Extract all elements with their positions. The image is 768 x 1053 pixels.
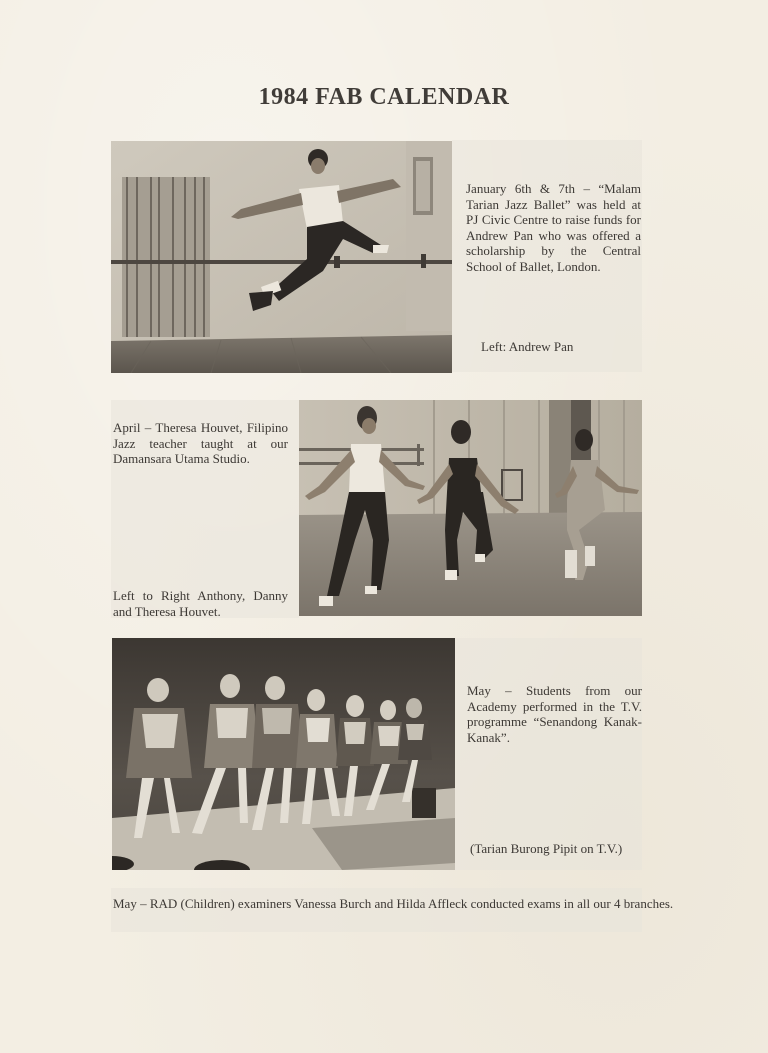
jazz-dancers-illustration	[299, 400, 642, 616]
may-tv-entry-text: May – Students from our Academy performed in the T.V. programme “Senandong Kanak-Kanak”.	[467, 683, 642, 745]
may-tv-text-panel	[455, 638, 642, 870]
may-tv-photo-caption: (Tarian Burong Pipit on T.V.)	[470, 841, 623, 856]
april-entry-text: April – Theresa Houvet, Filipino Jazz teacher taught at our Damansara Utama Studio.	[113, 420, 288, 467]
april-photo-caption: Left to Right Anthony, Danny and Theresa Houvet.	[113, 588, 288, 619]
photo-jazz-dancers-studio	[299, 400, 642, 616]
january-entry-text: January 6th & 7th – “Malam Tarian Jazz Ballet” was held at PJ Civic Centre to raise funds for Andrew Pan who was offered a scholarship by the Central School of Ballet, London.	[466, 181, 641, 274]
bird-costume-dancers-illustration	[112, 638, 455, 870]
may-rad-entry-text: May – RAD (Children) examiners Vanessa Burch and Hilda Affleck conducted exams in all our 4 branches.	[113, 896, 674, 911]
page-title: 1984 FAB CALENDAR	[258, 84, 510, 110]
photo-andrew-pan-leap	[111, 141, 452, 373]
dancer-leap-illustration	[111, 141, 452, 373]
january-photo-caption: Left: Andrew Pan	[481, 339, 574, 354]
photo-tarian-burong-pipit	[112, 638, 455, 870]
